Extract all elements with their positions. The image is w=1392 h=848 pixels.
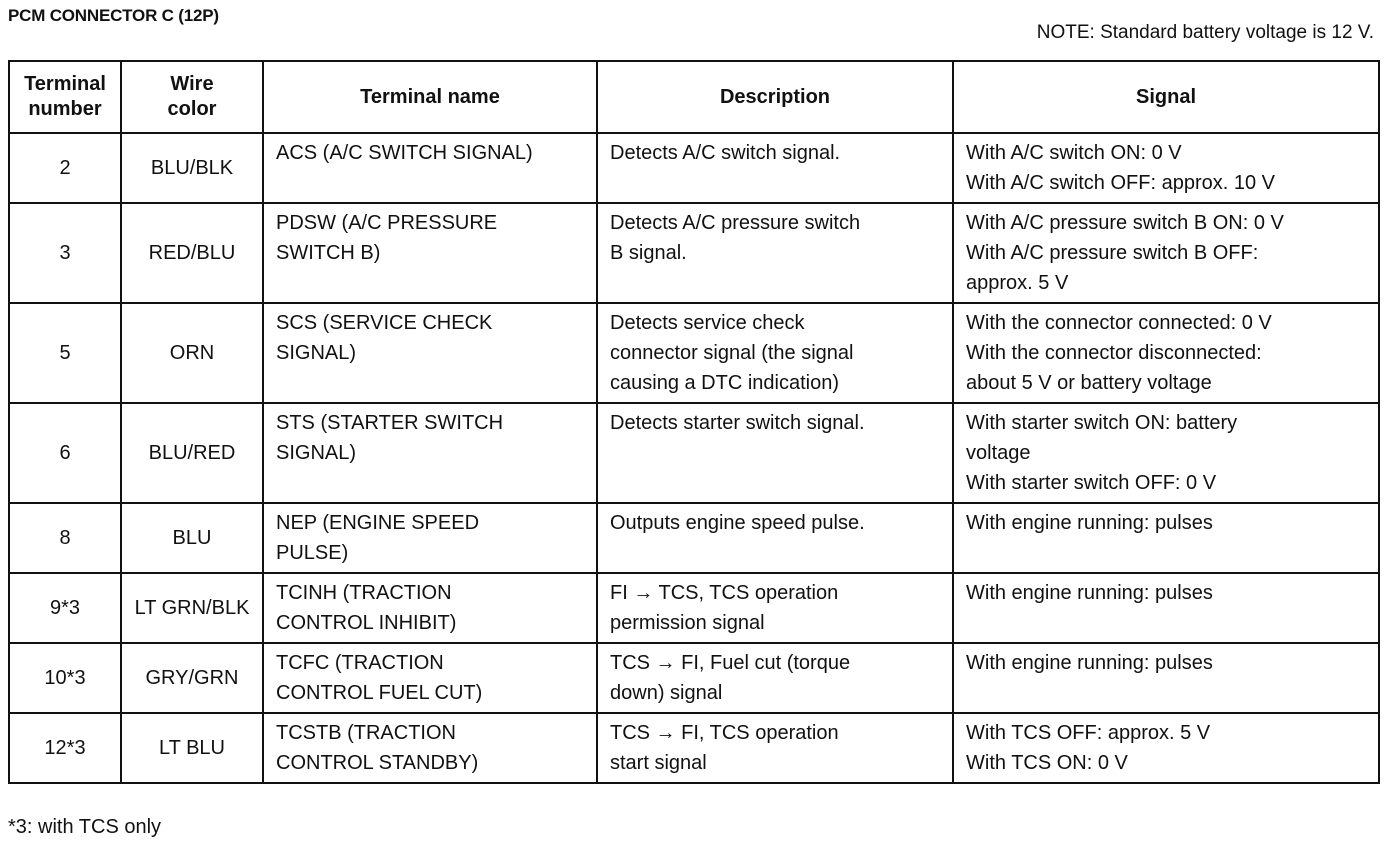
terminal-name-cell: TCINH (TRACTION CONTROL INHIBIT) xyxy=(263,573,597,643)
signal-cell: With engine running: pulses xyxy=(953,573,1379,643)
signal-cell: With the connector connected: 0 V With the connector disconnected: about 5 V or battery voltage xyxy=(953,303,1379,403)
description-cell: Detects A/C pressure switch B signal. xyxy=(597,203,953,303)
table-row xyxy=(9,573,1379,643)
wire-color-cell: BLU/RED xyxy=(121,403,263,503)
terminal-number-cell: 8 xyxy=(9,503,121,573)
wire-color-cell: RED/BLU xyxy=(121,203,263,303)
wire-color-cell: ORN xyxy=(121,303,263,403)
table-row xyxy=(9,643,1379,713)
terminal-name-cell: TCSTB (TRACTION CONTROL STANDBY) xyxy=(263,713,597,783)
header-terminal-name: Terminal name xyxy=(263,61,597,133)
description-cell: FI → TCS, TCS operation permission signal xyxy=(597,573,953,643)
description-cell: TCS → FI, TCS operation start signal xyxy=(597,713,953,783)
header-description: Description xyxy=(597,61,953,133)
terminal-number-cell: 2 xyxy=(9,133,121,203)
terminal-number-cell: 6 xyxy=(9,403,121,503)
description-cell: Detects starter switch signal. xyxy=(597,403,953,503)
table-row xyxy=(9,403,1379,503)
terminal-number-cell: 10*3 xyxy=(9,643,121,713)
wire-color-cell: BLU/BLK xyxy=(121,133,263,203)
header-wire-color: Wire color xyxy=(121,61,263,133)
description-cell: TCS → FI, Fuel cut (torque down) signal xyxy=(597,643,953,713)
signal-cell: With engine running: pulses xyxy=(953,503,1379,573)
terminal-number-cell: 5 xyxy=(9,303,121,403)
table-row xyxy=(9,303,1379,403)
terminal-number-cell: 9*3 xyxy=(9,573,121,643)
terminal-table xyxy=(8,60,1380,784)
wire-color-cell: LT BLU xyxy=(121,713,263,783)
signal-cell: With starter switch ON: battery voltage With starter switch OFF: 0 V xyxy=(953,403,1379,503)
wire-color-cell: BLU xyxy=(121,503,263,573)
terminal-name-cell: TCFC (TRACTION CONTROL FUEL CUT) xyxy=(263,643,597,713)
terminal-name-cell: STS (STARTER SWITCH SIGNAL) xyxy=(263,403,597,503)
terminal-name-cell: NEP (ENGINE SPEED PULSE) xyxy=(263,503,597,573)
signal-cell: With TCS OFF: approx. 5 V With TCS ON: 0 V xyxy=(953,713,1379,783)
table-row xyxy=(9,713,1379,783)
table-row xyxy=(9,133,1379,203)
signal-cell: With A/C pressure switch B ON: 0 V With A/C pressure switch B OFF: approx. 5 V xyxy=(953,203,1379,303)
battery-voltage-note: NOTE: Standard battery voltage is 12 V. xyxy=(1036,22,1374,43)
terminal-number-cell: 12*3 xyxy=(9,713,121,783)
page-title: PCM CONNECTOR C (12P) xyxy=(8,6,219,25)
signal-cell: With A/C switch ON: 0 V With A/C switch OFF: approx. 10 V xyxy=(953,133,1379,203)
header-signal: Signal xyxy=(953,61,1379,133)
description-cell: Outputs engine speed pulse. xyxy=(597,503,953,573)
description-cell: Detects A/C switch signal. xyxy=(597,133,953,203)
wire-color-cell: LT GRN/BLK xyxy=(121,573,263,643)
terminal-name-cell: SCS (SERVICE CHECK SIGNAL) xyxy=(263,303,597,403)
signal-cell: With engine running: pulses xyxy=(953,643,1379,713)
header-terminal-number: Terminal number xyxy=(9,61,121,133)
wire-color-cell: GRY/GRN xyxy=(121,643,263,713)
table-row xyxy=(9,203,1379,303)
footnote: *3: with TCS only xyxy=(8,816,162,838)
terminal-name-cell: ACS (A/C SWITCH SIGNAL) xyxy=(263,133,597,203)
table-header-row xyxy=(9,61,1379,133)
terminal-name-cell: PDSW (A/C PRESSURE SWITCH B) xyxy=(263,203,597,303)
terminal-number-cell: 3 xyxy=(9,203,121,303)
table-row xyxy=(9,503,1379,573)
description-cell: Detects service check connector signal (the signal causing a DTC indication) xyxy=(597,303,953,403)
